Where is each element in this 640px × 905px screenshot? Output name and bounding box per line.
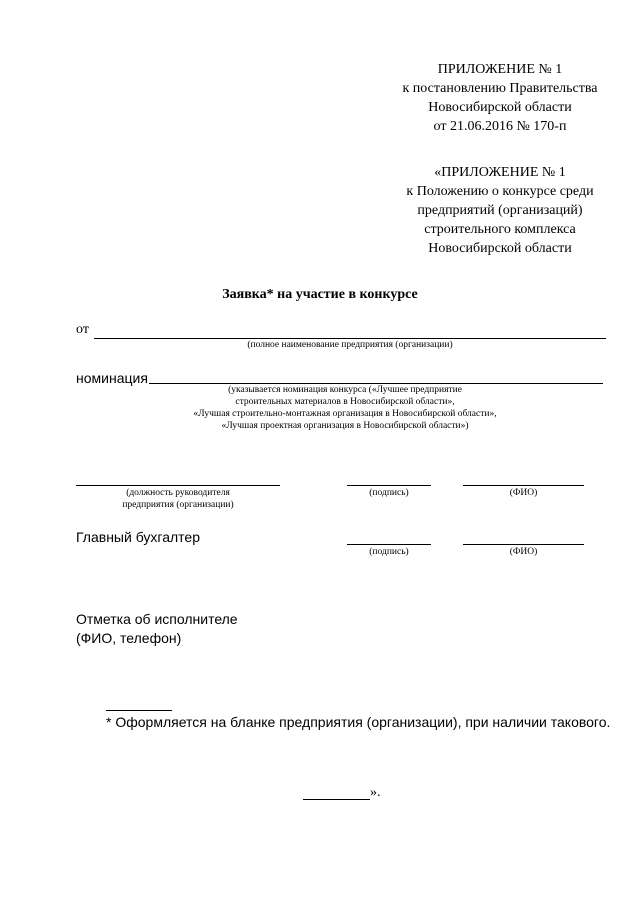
appendix-line-date: от 21.06.2016 № 170-п <box>433 119 567 134</box>
footnote-separator <box>106 710 172 711</box>
position-hint <box>76 487 280 511</box>
position-field-line[interactable] <box>76 485 280 486</box>
quoted-appendix-line-enterprises: предприятий (организаций) <box>417 203 583 218</box>
accountant-signature-field-line[interactable] <box>347 544 431 545</box>
closing-quote: ». <box>370 785 381 800</box>
quoted-appendix-title: «ПРИЛОЖЕНИЕ № 1 <box>434 165 566 180</box>
appendix-line-decree: к постановлению Правительства <box>402 81 598 96</box>
footnote-text: * Оформляется на бланке предприятия (организации), при наличии такового. <box>106 714 611 730</box>
executor-label: Отметка об исполнителе <box>76 611 238 627</box>
name-hint: (ФИО) <box>509 488 538 498</box>
nomination-hint <box>110 384 580 432</box>
position-hint-line-1: (должность руководителя <box>126 488 230 498</box>
signature-field-line[interactable] <box>347 485 431 486</box>
quoted-appendix-line-regulation: к Положению о конкурсе среди <box>406 184 594 199</box>
appendix-title: ПРИЛОЖЕНИЕ № 1 <box>437 62 563 77</box>
quoted-appendix-line-region: Новосибирской области <box>428 241 572 256</box>
nomination-hint-line-2: строительных материалов в Новосибирской области», <box>235 397 455 407</box>
executor-contact-label: (ФИО, телефон) <box>76 630 182 646</box>
name-field-line[interactable] <box>463 485 584 486</box>
chief-accountant-label: Главный бухгалтер <box>76 529 200 545</box>
executor-note <box>76 610 238 648</box>
nomination-label: номинация <box>76 370 148 386</box>
signature-hint: (подпись) <box>369 488 409 498</box>
accountant-name-field-line[interactable] <box>463 544 584 545</box>
appendix-block <box>380 60 620 136</box>
nomination-hint-line-4: «Лучшая проектная организация в Новосибирской области») <box>221 421 469 431</box>
appendix-line-region: Новосибирской области <box>428 100 572 115</box>
accountant-name-hint: (ФИО) <box>509 547 538 557</box>
quoted-appendix-line-complex: строительного комплекса <box>424 222 576 237</box>
closing-blank-line <box>303 799 370 800</box>
accountant-signature-hint: (подпись) <box>369 547 409 557</box>
form-title: Заявка* на участие в конкурсе <box>222 287 418 302</box>
quoted-appendix-block <box>380 163 620 258</box>
position-hint-line-2: предприятия (организации) <box>122 500 234 510</box>
from-hint: (полное наименование предприятия (организации) <box>247 340 453 350</box>
nomination-hint-line-3: «Лучшая строительно-монтажная организация в Новосибирской области», <box>193 409 497 419</box>
from-label: от <box>76 322 89 337</box>
nomination-hint-line-1: (указывается номинация конкурса («Лучшее предприятие <box>228 385 462 395</box>
